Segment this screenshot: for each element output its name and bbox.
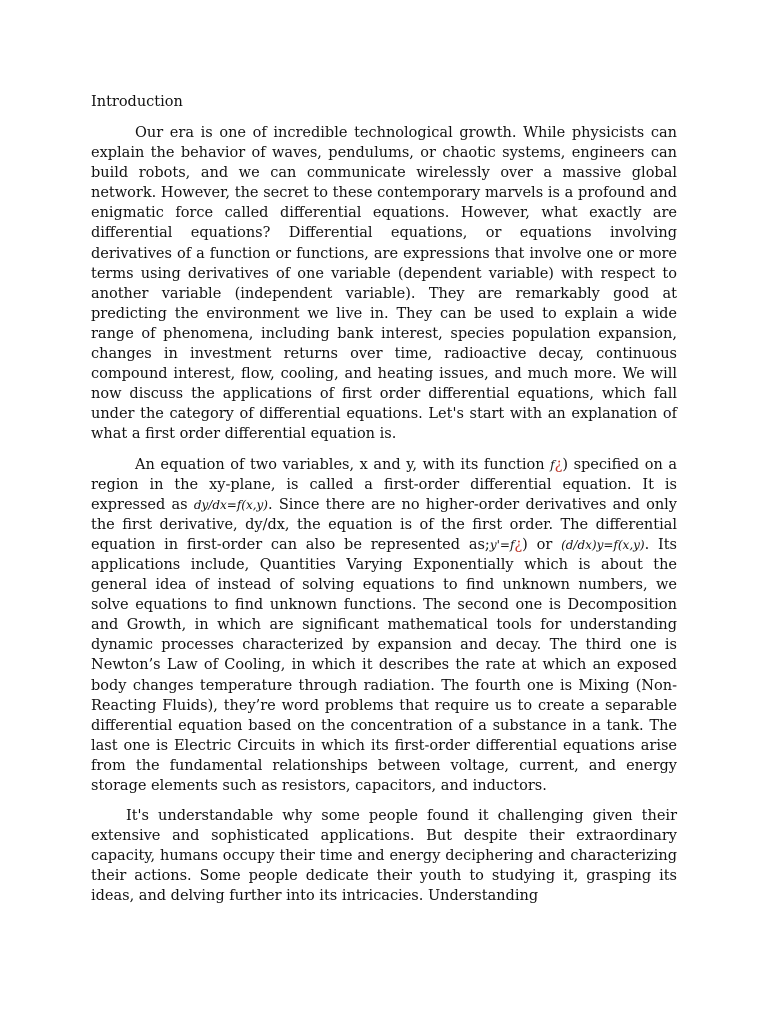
paragraph-text: . Its applications include, Quantities Varying Exponentially which is about the general idea of instead of solving equations to find unknown numbers, we solve equations to find unknown functions. The second one is Decomposition and Growth, in which are significant mathematical tools for understanding dynamic processes characterized by expansion and decay. The third one is Newton’s Law of Cooling, in which it describes the rate at which an exposed body changes temperature through radiation. The fourth one is Mixing (Non-Reacting Fluids), they’re word problems that require us to create a separable differential equation based on the concentration of a substance in a tank. The last one is Electric Circuits in which its first-order differential equations arise from the fundamental relationships between voltage, current, and energy storage elements such as resistors, capacitors, and inductors. — [91, 536, 677, 794]
document-page — [91, 92, 677, 917]
paragraph-text: An equation of two variables, x and y, with its function — [135, 456, 551, 473]
error-glyph: ¿ — [514, 536, 523, 553]
section-heading: Introduction — [91, 94, 183, 110]
paragraph-text: ) or — [522, 536, 562, 553]
math-equation-operator: (d/dx)y=f(x,y) — [561, 537, 645, 552]
paragraph-text: ) specified on a region in the xy-plane, is called a first-order differential equation. It is expressed as — [91, 456, 677, 513]
math-equation-dydx: dy/dx=f(x,y) — [193, 497, 268, 512]
paragraph-text: . Since there are no higher-order derivatives and only the first derivative, dy/dx, the equation is of the first order. The differential equation in first-order can also be represented as; — [91, 496, 677, 553]
paragraph-intro: Our era is one of incredible technological growth. While physicists can explain the behavior of waves, pendulums, or chaotic systems, engineers can build robots, and we can communicate wirelessly over a massive global network. However, the secret to these contemporary marvels is a profound and enigmatic force called differential equations. However, what exactly are differential equations? Differential equations, or equations involving derivatives of a function or functions, are expressions that involve one or more terms using derivatives of one variable (dependent variable) with respect to another variable (independent variable). They are remarkably good at predicting the environment we live in. They can be used to explain a wide range of phenomena, including bank interest, species population expansion, changes in investment returns over time, radioactive decay, continuous compound interest, flow, cooling, and heating issues, and much more. We will now discuss the applications of first order differential equations, which fall under the category of differential equations. Let's start with an explanation of what a first order differential equation is. — [91, 125, 677, 443]
paragraph-first-order — [91, 455, 677, 797]
error-glyph: ¿ — [554, 456, 563, 473]
paragraph-understanding: It's understandable why some people found it challenging given their extensive and sophisticated applications. But despite their extraordinary capacity, humans occupy their time and energy deciphering and characterizing their actions. Some people dedicate their youth to studying it, grasping its ideas, and delving further into its intricacies. Understanding — [91, 808, 677, 905]
math-function-f: f — [550, 457, 555, 472]
math-equation-yprime: y'=f — [489, 537, 515, 552]
